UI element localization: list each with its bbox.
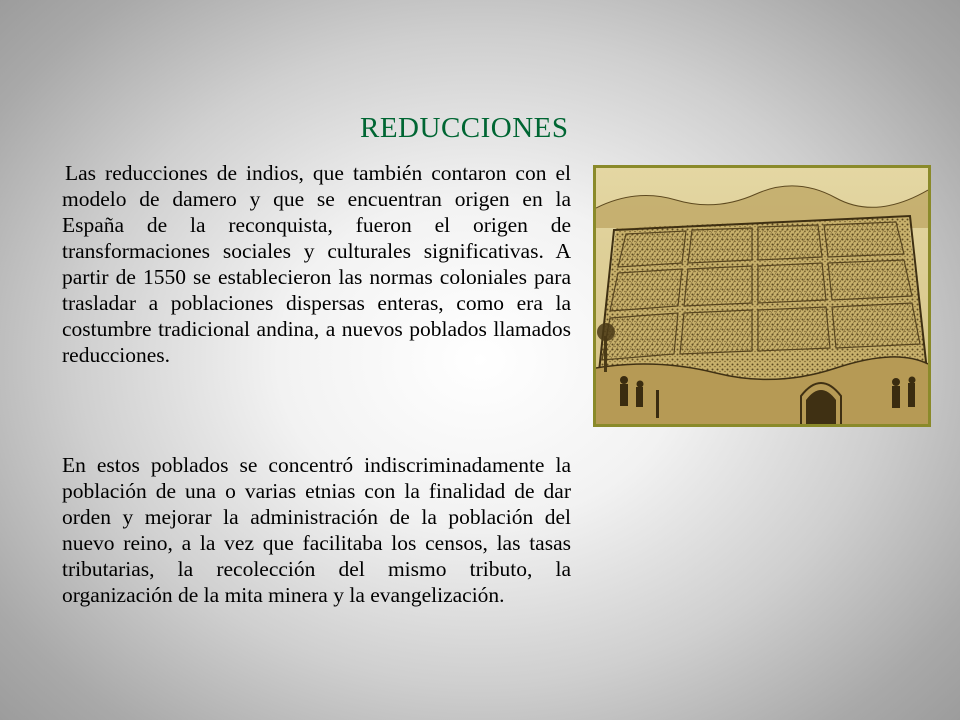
paragraph-1: Las reducciones de indios, que también contaron con el modelo de damero y que se encuentran origen en la España de la reconquista, fueron el origen de transformaciones sociales y culturales significativas. A partir de 1550 se establecieron las normas coloniales para trasladar a poblaciones dispersas enteras, como era la costumbre tradicional andina, a nuevos poblados llamados reducciones. [62, 161, 571, 367]
slide-title: REDUCCIONES [360, 112, 569, 144]
engraving-drawing [596, 168, 928, 424]
colonial-town-grid-engraving [593, 165, 931, 427]
paragraph-2: En estos poblados se concentró indiscriminadamente la población de una o varias etnias con la finalidad de dar orden y mejorar la administración de la población del nuevo reino, a la vez que facilitaba los censos, las tasas tributarias, la recolección del mismo tributo, la organización de la mita minera y la evangelización. [62, 453, 571, 607]
